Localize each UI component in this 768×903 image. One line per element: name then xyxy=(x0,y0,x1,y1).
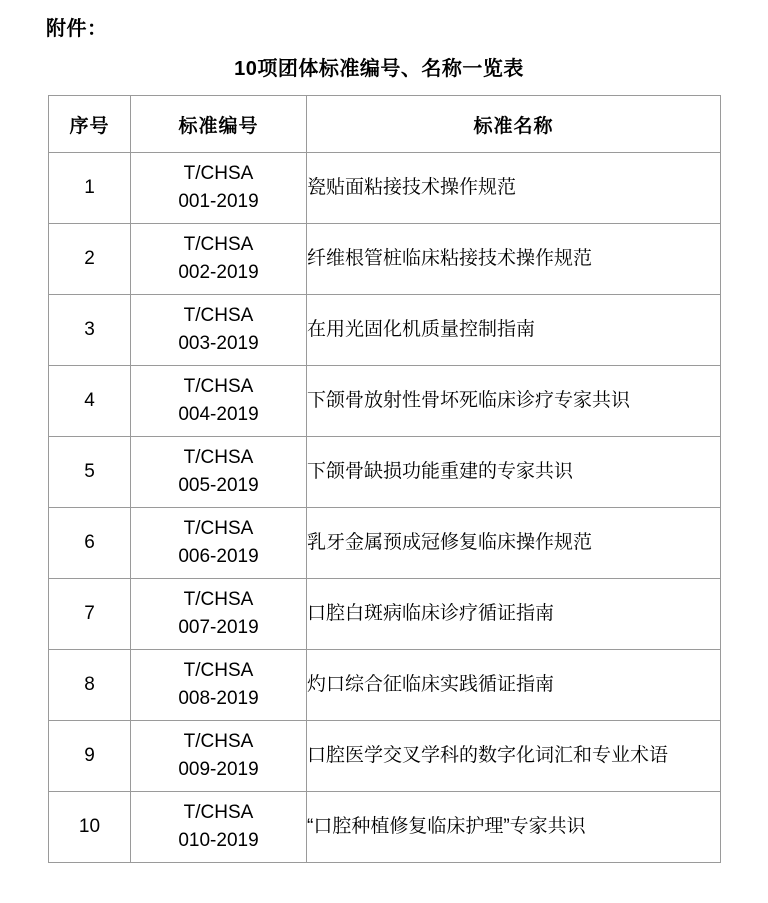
cell-no: 7 xyxy=(49,579,131,650)
table-row xyxy=(49,437,721,508)
column-header-name: 标准名称 xyxy=(307,96,721,153)
code-line-1: T/CHSA xyxy=(183,305,254,327)
code-line-1: T/CHSA xyxy=(183,518,254,540)
cell-no: 9 xyxy=(49,721,131,792)
code-line-1: T/CHSA xyxy=(183,589,254,611)
cell-code xyxy=(131,224,307,295)
cell-code xyxy=(131,508,307,579)
table-row xyxy=(49,650,721,721)
cell-code xyxy=(131,437,307,508)
cell-code xyxy=(131,295,307,366)
table-row xyxy=(49,721,721,792)
cell-no: 10 xyxy=(49,792,131,863)
table-row xyxy=(49,295,721,366)
cell-no: 2 xyxy=(49,224,131,295)
code-line-1: T/CHSA xyxy=(183,660,254,682)
code-line-1: T/CHSA xyxy=(183,802,254,824)
document-page xyxy=(0,16,768,903)
cell-name: 口腔白斑病临床诊疗循证指南 xyxy=(307,579,721,650)
code-line-2: 003-2019 xyxy=(178,333,259,354)
table-header xyxy=(49,96,721,153)
column-header-code: 标准编号 xyxy=(131,96,307,153)
code-line-1: T/CHSA xyxy=(183,163,254,185)
cell-name: 瓷贴面粘接技术操作规范 xyxy=(307,153,721,224)
cell-no: 1 xyxy=(49,153,131,224)
page-title: 10项团体标准编号、名称一览表 xyxy=(234,58,524,80)
table-row xyxy=(49,792,721,863)
code-line-2: 004-2019 xyxy=(178,404,259,425)
cell-code xyxy=(131,721,307,792)
cell-code xyxy=(131,579,307,650)
table-header-row xyxy=(49,96,721,153)
cell-no: 6 xyxy=(49,508,131,579)
cell-name: 口腔医学交叉学科的数字化词汇和专业术语 xyxy=(307,721,721,792)
code-line-2: 001-2019 xyxy=(178,191,259,212)
code-line-2: 008-2019 xyxy=(178,688,259,709)
cell-name: 纤维根管桩临床粘接技术操作规范 xyxy=(307,224,721,295)
table-row xyxy=(49,153,721,224)
table-row xyxy=(49,508,721,579)
cell-name: 灼口综合征临床实践循证指南 xyxy=(307,650,721,721)
standards-table-container xyxy=(48,95,720,863)
cell-name: 下颌骨缺损功能重建的专家共识 xyxy=(307,437,721,508)
column-header-no: 序号 xyxy=(49,96,131,153)
table-row xyxy=(49,366,721,437)
cell-name: 在用光固化机质量控制指南 xyxy=(307,295,721,366)
table-body xyxy=(49,153,721,863)
cell-no: 3 xyxy=(49,295,131,366)
code-line-2: 007-2019 xyxy=(178,617,259,638)
code-line-1: T/CHSA xyxy=(183,447,254,469)
cell-name: 乳牙金属预成冠修复临床操作规范 xyxy=(307,508,721,579)
cell-code xyxy=(131,366,307,437)
code-line-2: 006-2019 xyxy=(178,546,259,567)
code-line-1: T/CHSA xyxy=(183,234,254,256)
cell-code xyxy=(131,153,307,224)
standards-table xyxy=(48,95,721,863)
code-line-2: 005-2019 xyxy=(178,475,259,496)
cell-no: 8 xyxy=(49,650,131,721)
cell-no: 4 xyxy=(49,366,131,437)
code-line-2: 010-2019 xyxy=(178,830,259,851)
code-line-1: T/CHSA xyxy=(183,376,254,398)
cell-code xyxy=(131,650,307,721)
cell-code xyxy=(131,792,307,863)
code-line-2: 002-2019 xyxy=(178,262,259,283)
code-line-1: T/CHSA xyxy=(183,731,254,753)
code-line-2: 009-2019 xyxy=(178,759,259,780)
cell-name: “口腔种植修复临床护理”专家共识 xyxy=(307,792,721,863)
cell-name: 下颌骨放射性骨坏死临床诊疗专家共识 xyxy=(307,366,721,437)
cell-no: 5 xyxy=(49,437,131,508)
table-row xyxy=(49,579,721,650)
attachment-label: 附件： xyxy=(46,18,108,40)
table-row xyxy=(49,224,721,295)
